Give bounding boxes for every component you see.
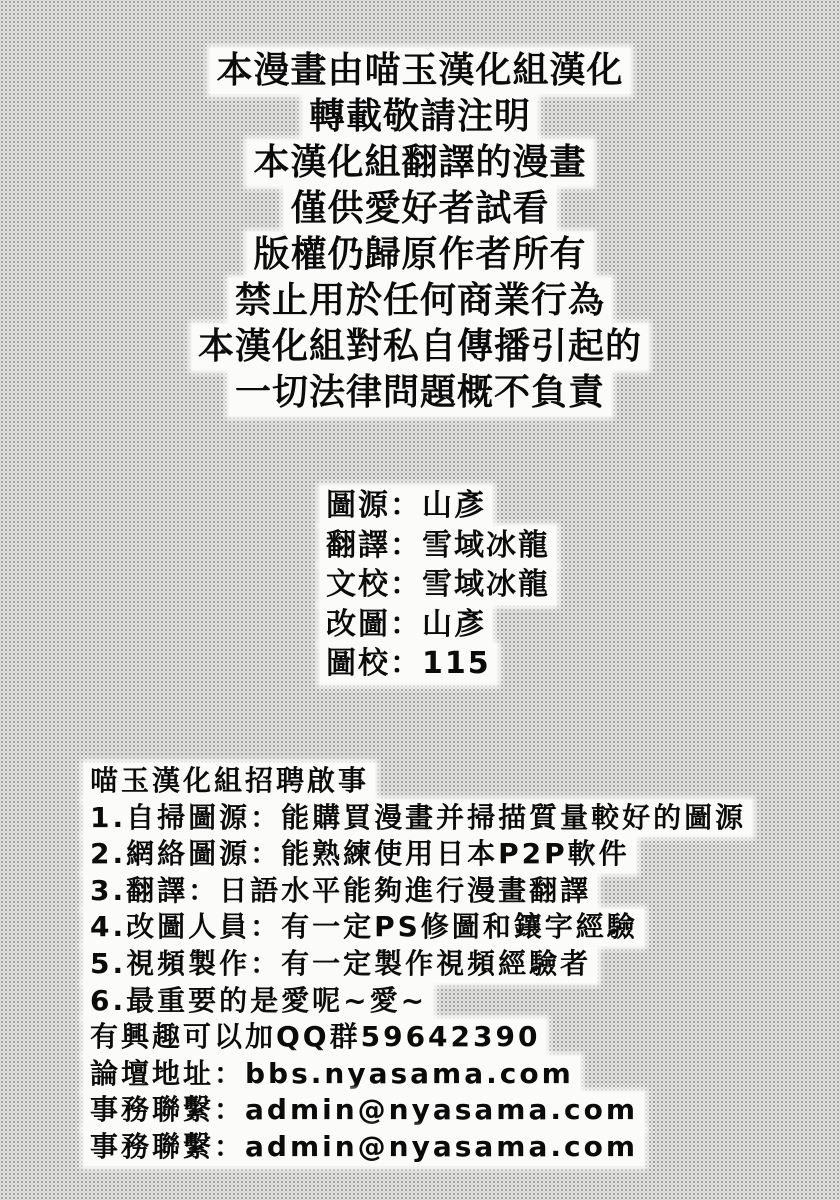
- staff-credits-block: [320, 486, 556, 684]
- recruitment-item-3: 3.翻譯：日語水平能夠進行漫畫翻譯: [84, 873, 597, 910]
- credit-line-translator: 翻譯：雪域冰龍: [320, 526, 556, 566]
- credit-line-source: 圖源：山彥: [320, 486, 492, 526]
- disclaimer-line-4: 僅供愛好者試看: [284, 186, 555, 232]
- disclaimer-line-7: 本漢化組對私自傳播引起的: [192, 324, 648, 370]
- disclaimer-line-5: 版權仍歸原作者所有: [247, 232, 592, 278]
- disclaimer-line-1: 本漫畫由喵玉漢化組漢化: [210, 48, 629, 94]
- contact-qq-group: 有興趣可以加QQ群59642390: [84, 1019, 546, 1056]
- disclaimer-line-6: 禁止用於任何商業行為: [229, 278, 611, 324]
- recruitment-block: [84, 763, 752, 1166]
- recruitment-title: 喵玉漢化組招聘啟事: [84, 763, 375, 800]
- contact-admin-email-1: 事務聯繫：admin@nyasama.com: [84, 1092, 644, 1129]
- recruitment-item-4: 4.改圖人員：有一定PS修圖和鑲字經驗: [84, 909, 644, 946]
- recruitment-item-2: 2.網絡圖源：能熟練使用日本P2P軟件: [84, 836, 636, 873]
- contact-admin-email-2: 事務聯繫：admin@nyasama.com: [84, 1129, 644, 1166]
- disclaimer-line-8: 一切法律問題概不負責: [229, 370, 611, 416]
- disclaimer-line-2: 轉載敬請注明: [303, 94, 537, 140]
- credit-line-proofreader: 文校：雪域冰龍: [320, 565, 556, 605]
- recruitment-item-5: 5.視頻製作：有一定製作視頻經驗者: [84, 946, 597, 983]
- recruitment-item-1: 1.自掃圖源：能購買漫畫并掃描質量較好的圖源: [84, 800, 752, 837]
- credit-line-qc: 圖校：115: [320, 644, 497, 684]
- disclaimer-block: [0, 48, 840, 416]
- credit-line-editor: 改圖：山彥: [320, 605, 492, 645]
- recruitment-item-6: 6.最重要的是愛呢~愛~: [84, 983, 433, 1020]
- disclaimer-line-3: 本漢化組翻譯的漫畫: [247, 140, 592, 186]
- contact-forum-url: 論壇地址：bbs.nyasama.com: [84, 1056, 580, 1093]
